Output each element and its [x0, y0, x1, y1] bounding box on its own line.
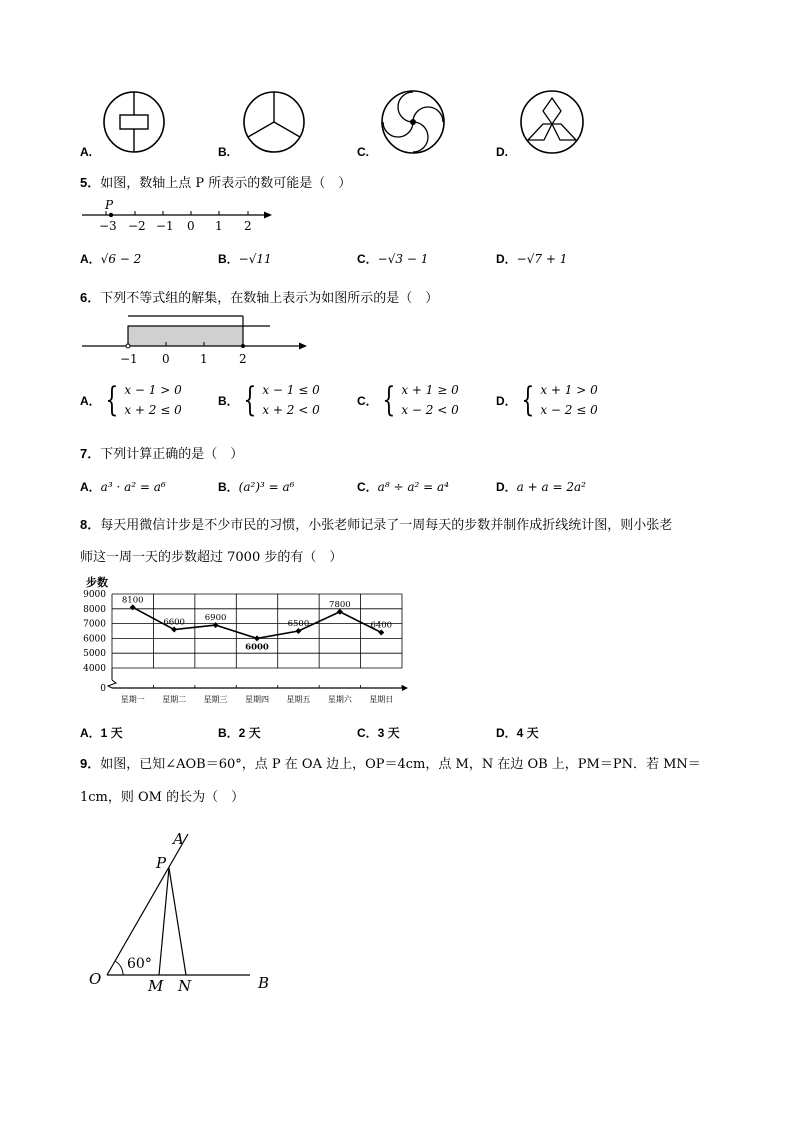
x-tick-label: 星期六: [327, 695, 352, 704]
tick-label: −3: [99, 219, 117, 233]
inequality-1: x + 1 > 0: [540, 383, 598, 397]
angle-label: 60°: [127, 956, 152, 972]
tick-label: 1: [215, 219, 223, 233]
q5-number: 5．: [80, 175, 101, 190]
y-tick-label: 0: [100, 684, 106, 694]
x-tick-label: 星期四: [245, 695, 269, 704]
q5-option-b[interactable]: [218, 250, 272, 267]
brace-icon: {: [243, 380, 256, 420]
inequality-2: x + 2 ≤ 0: [124, 403, 182, 417]
q6-option-a[interactable]: [80, 380, 182, 420]
data-label: 6900: [204, 613, 227, 624]
q4-option-d-label: D.: [496, 145, 508, 159]
inequality-1: x − 1 > 0: [124, 383, 182, 397]
tick-label: 0: [187, 219, 195, 233]
tick-label: 0: [162, 352, 170, 366]
x-tick-label: 星期二: [162, 695, 187, 704]
q7-option-c[interactable]: [357, 478, 449, 495]
q7-question: [80, 443, 243, 462]
q6-option-b[interactable]: [218, 380, 320, 420]
q8-question-line2: 师这一周一天的步数超过 7000 步的有（ ）: [80, 550, 343, 565]
option-label: D．: [496, 252, 517, 266]
option-text: a⁸ ÷ a² = a⁴: [377, 480, 449, 494]
point-o-label: O: [89, 970, 102, 988]
inequality-2: x − 2 ≤ 0: [540, 403, 598, 417]
brace-icon: {: [105, 380, 118, 420]
y-axis-label: 步数: [86, 576, 108, 589]
tick-label: −2: [128, 219, 146, 233]
data-label: 6500: [287, 619, 310, 629]
q6-question: [80, 287, 438, 306]
y-tick-label: 5000: [83, 649, 106, 660]
point-b-label: B: [258, 974, 270, 992]
y-tick-label: 7000: [83, 619, 106, 630]
tick-label: −1: [156, 219, 174, 233]
option-text: (a²)³ = a⁶: [238, 480, 295, 494]
inequality-1: x + 1 ≥ 0: [401, 383, 459, 397]
q4-option-a-label: A.: [80, 145, 92, 159]
q7-option-b[interactable]: [218, 478, 294, 495]
tick-label: −1: [120, 352, 138, 366]
q6-option-d[interactable]: [496, 380, 598, 420]
point-a-label: A: [173, 830, 184, 848]
brace-icon: {: [521, 380, 534, 420]
option-label: C．: [357, 393, 378, 408]
q5-option-c[interactable]: [357, 250, 428, 267]
q9-question-line1: [80, 753, 701, 772]
q8-option-b[interactable]: [218, 724, 261, 741]
data-label: 6600: [163, 617, 185, 628]
y-tick-label: 6000: [83, 634, 106, 645]
data-label: 7800: [329, 599, 351, 610]
option-label: D．: [496, 393, 517, 408]
inequality-1: x − 1 ≤ 0: [262, 383, 320, 397]
y-tick-label: 9000: [83, 590, 106, 600]
option-label: C．: [357, 480, 378, 494]
option-text: −√7 + 1: [516, 252, 568, 266]
q5-question: [80, 172, 351, 191]
option-label: D．: [496, 480, 517, 494]
option-label: A．: [80, 252, 101, 266]
inequality-2: x + 2 < 0: [262, 403, 320, 417]
option-text: −√3 − 1: [377, 252, 429, 266]
option-label: A．: [80, 393, 101, 408]
q4-option-c-label: C.: [357, 145, 369, 159]
option-label: B．: [218, 480, 239, 494]
inequality-2: x − 2 < 0: [401, 403, 459, 417]
option-label: C．: [357, 726, 378, 740]
figure-d: [521, 91, 583, 153]
option-text: 3 天: [377, 726, 400, 740]
q4-option-b-label: B.: [218, 145, 230, 159]
q8-number: 8．: [80, 517, 101, 532]
q6-number: 6．: [80, 290, 101, 305]
q7-number: 7．: [80, 446, 101, 461]
option-text: 4 天: [516, 726, 539, 740]
option-text: −√11: [238, 252, 272, 266]
data-label: 8100: [121, 595, 144, 606]
q5-number-line: [80, 195, 280, 235]
point-m-label: M: [148, 977, 164, 995]
q8-option-d[interactable]: [496, 724, 539, 741]
option-text: a + a = 2a²: [516, 480, 586, 494]
figure-c: [382, 91, 444, 153]
point-p: [109, 213, 113, 217]
q6-text: 下列不等式组的解集，在数轴上表示为如图所示的是（ ）: [100, 291, 439, 306]
q7-option-a[interactable]: [80, 478, 166, 495]
option-label: B．: [218, 252, 239, 266]
option-text: 2 天: [238, 726, 261, 740]
option-label: A．: [80, 726, 101, 740]
q8-option-c[interactable]: [357, 724, 400, 741]
point-p-label: P: [156, 854, 167, 872]
tick-label: 2: [244, 219, 252, 233]
point-p-label: P: [105, 198, 114, 212]
brace-icon: {: [382, 380, 395, 420]
q9-text1: 如图，已知∠AOB＝60°，点 P 在 OA 边上，OP＝4cm，点 M，N 在边 OB 上，PM＝PN．若 MN＝: [100, 757, 701, 772]
data-point: [254, 635, 260, 641]
axis-break: [108, 680, 116, 688]
x-axis-arrow: [402, 685, 408, 691]
option-text: 1 天: [100, 726, 123, 740]
option-label: B．: [218, 726, 239, 740]
x-tick-label: 星期一: [120, 695, 145, 704]
q9-question-line2: 1cm，则 OM 的长为（ ）: [80, 790, 245, 805]
option-text: a³ · a² = a⁶: [100, 480, 166, 494]
q7-option-d[interactable]: [496, 478, 586, 495]
y-tick-label: 8000: [83, 604, 106, 615]
option-label: C．: [357, 252, 378, 266]
q4-figures: [0, 85, 794, 165]
q9-number: 9．: [80, 756, 101, 771]
option-label: D．: [496, 726, 517, 740]
data-label: 6400: [370, 620, 393, 631]
q8-text1: 每天用微信计步是不少市民的习惯，小张老师记录了一周每天的步数并制作成折线统计图，则小张老: [100, 518, 673, 533]
option-text: √6 − 2: [100, 252, 142, 266]
point-n-label: N: [178, 977, 192, 995]
y-tick-label: 4000: [83, 664, 106, 674]
step-line-chart: [80, 574, 415, 712]
data-label: 6000: [245, 642, 269, 653]
q8-option-a[interactable]: [80, 724, 123, 741]
q5-text: 如图，数轴上点 P 所表示的数可能是（ ）: [100, 176, 352, 191]
q7-text: 下列计算正确的是（ ）: [100, 447, 244, 462]
x-tick-label: 星期五: [286, 695, 311, 704]
q6-option-c[interactable]: [357, 380, 459, 420]
q6-number-line: [80, 312, 320, 368]
tick-label: 2: [239, 352, 247, 366]
q9-figure: [80, 822, 290, 1002]
q5-option-d[interactable]: [496, 250, 567, 267]
x-tick-label: 星期三: [203, 695, 228, 704]
figure-a: [104, 92, 164, 152]
option-label: B．: [218, 393, 239, 408]
x-tick-label: 星期日: [369, 695, 394, 704]
option-label: A．: [80, 480, 101, 494]
q8-question-line1: [80, 514, 672, 533]
figure-b: [244, 92, 304, 152]
q5-option-a[interactable]: [80, 250, 141, 267]
tick-label: 1: [200, 352, 208, 366]
